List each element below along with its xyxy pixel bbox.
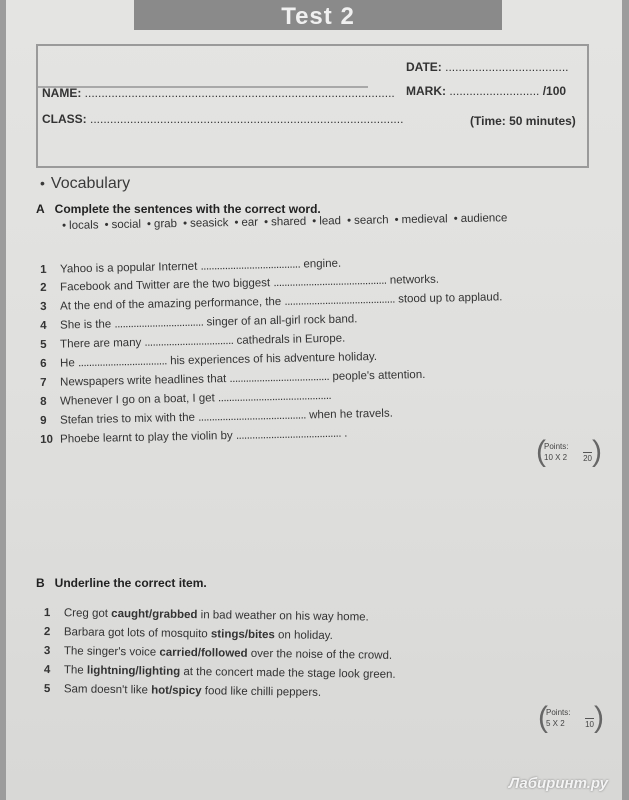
- points-label: Points:: [546, 708, 571, 717]
- word-bank-item: • lead: [312, 215, 342, 228]
- task-a-heading: [36, 202, 321, 216]
- task-a-item: 10 Phoebe learnt to play the violin by ....................................... .: [40, 427, 348, 446]
- task-a-item: 6 He ................................. his experiences of his adventure holiday.: [40, 350, 378, 370]
- task-b-instruction: Underline the correct item.: [54, 576, 207, 590]
- task-b-heading: [36, 576, 207, 590]
- task-a-item: 7 Newspapers write headlines that ..................................... people's attention.: [40, 368, 426, 389]
- word-bank-item: • locals: [62, 219, 99, 232]
- points-label: Points:: [544, 442, 569, 451]
- answer-blank[interactable]: .........................................: [284, 293, 396, 308]
- answer-blank[interactable]: ..........................................: [273, 274, 387, 290]
- points-calc: 10 X 2: [544, 453, 568, 462]
- word-bank-item: • shared: [263, 215, 307, 229]
- task-a-item: 5 There are many ................................. cathedrals in Europe.: [40, 332, 346, 351]
- task-a-letter: A: [36, 202, 45, 216]
- student-info-box: [36, 44, 589, 168]
- points-total: 10: [585, 720, 594, 729]
- mark-field[interactable]: MARK: ........................... /100: [406, 84, 567, 98]
- word-bank-item: • seasick: [182, 217, 229, 230]
- answer-blank[interactable]: .....................................: [229, 370, 330, 386]
- task-b-item: 5 Sam doesn't like hot/spicy food like chilli peppers.: [43, 683, 322, 699]
- task-a-item: 2 Facebook and Twitter are the two biggest .......................................... networks.: [40, 273, 440, 294]
- bullet-icon: •: [40, 175, 45, 191]
- test-title: Test 2: [134, 0, 502, 30]
- word-bank-item: • audience: [453, 212, 508, 226]
- task-a-item: 1 Yahoo is a popular Internet ..................................... engine.: [40, 257, 342, 276]
- class-label: CLASS:: [42, 112, 87, 126]
- section-title-text: Vocabulary: [50, 175, 131, 192]
- date-field[interactable]: DATE: .....................................: [406, 60, 569, 74]
- answer-blank[interactable]: .................................: [114, 316, 204, 331]
- answer-blank[interactable]: ..........................................: [217, 389, 332, 405]
- choice-options[interactable]: lightning/lighting: [86, 664, 181, 678]
- points-calc: 5 X 2: [546, 719, 565, 728]
- task-a-item: 3 At the end of the amazing performance, the ......................................... stood up to applaud.: [40, 291, 503, 313]
- task-b-item: 2 Barbara got lots of mosquito stings/bites on holiday.: [43, 626, 333, 643]
- answer-blank[interactable]: .....................................: [200, 258, 301, 273]
- mark-total: /100: [542, 84, 567, 98]
- answer-blank[interactable]: ........................................: [198, 409, 307, 424]
- name-field[interactable]: NAME: .............................................................................................: [42, 86, 395, 100]
- name-label: NAME:: [42, 86, 82, 100]
- task-a-instruction: Complete the sentences with the correct word.: [54, 202, 321, 216]
- class-field[interactable]: CLASS: ..............................................................................................: [42, 112, 404, 126]
- choice-options[interactable]: carried/followed: [159, 646, 248, 660]
- word-bank-item: • search: [346, 214, 389, 228]
- word-bank-item: • medieval: [394, 213, 448, 227]
- watermark: Лабиринт.ру: [508, 775, 608, 792]
- choice-options[interactable]: hot/spicy: [151, 684, 202, 698]
- mark-label: MARK:: [406, 84, 446, 98]
- points-box-a: ( Points: 10 X 2 20 ): [536, 435, 602, 468]
- word-bank-item: • grab: [146, 217, 178, 231]
- task-b-letter: B: [36, 576, 45, 590]
- task-b-item: 4 The lightning/lighting at the concert made the stage look green.: [43, 664, 396, 681]
- date-label: DATE:: [406, 60, 442, 74]
- points-box-b: ( Points: 5 X 2 10 ): [538, 701, 604, 734]
- task-b-item: 1 Creg got caught/grabbed in bad weather on his way home.: [43, 607, 369, 624]
- choice-options[interactable]: caught/grabbed: [111, 607, 198, 622]
- task-a-item: 4 She is the ................................. singer of an all-girl rock band.: [40, 313, 358, 332]
- points-total: 20: [583, 454, 592, 463]
- task-b-item: 3 The singer's voice carried/followed over the noise of the crowd.: [43, 645, 393, 662]
- worksheet-page: [6, 0, 622, 800]
- word-bank-item: • social: [104, 218, 142, 232]
- answer-blank[interactable]: .................................: [144, 334, 234, 349]
- time-limit: (Time: 50 minutes): [470, 114, 576, 128]
- choice-options[interactable]: stings/bites: [210, 628, 275, 642]
- answer-blank[interactable]: .......................................: [235, 427, 342, 442]
- word-bank-item: • ear: [234, 216, 259, 229]
- task-a-item: 9 Stefan tries to mix with the ........................................ when he travels.: [40, 407, 394, 427]
- answer-blank[interactable]: .................................: [77, 355, 168, 370]
- task-a-item: 8 Whenever I go on a boat, I get ..........................................: [40, 389, 332, 408]
- section-heading: [40, 175, 130, 193]
